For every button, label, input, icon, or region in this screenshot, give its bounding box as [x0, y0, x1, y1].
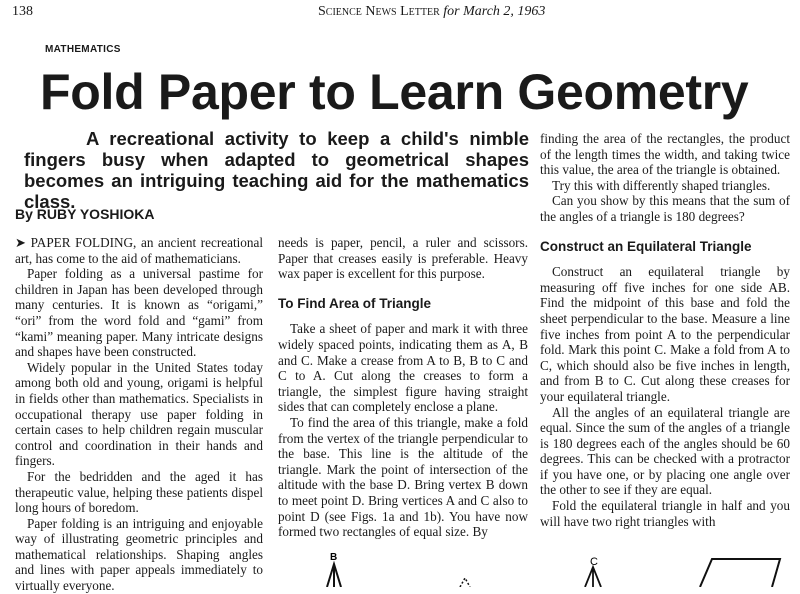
issue-date: March 2, 1963 — [463, 4, 546, 19]
figure-1a-triangle — [327, 564, 341, 587]
paragraph: For the bedridden and the aged it has therapeutic value, helping these patients dispel long hours of boredom. — [15, 468, 263, 516]
paragraph: Take a sheet of paper and mark it with three widely spaced points, indicating them as A, B and C. Make a crease from A to B, B to C and C to A. Cut along the creases to form a triangle, the simplest figure having straight sides that can completely enclose a plane. — [278, 321, 528, 415]
article-title: Fold Paper to Learn Geometry — [40, 64, 749, 120]
paragraph: All the angles of an equilateral triangle are equal. Since the sum of the angles of a triangle is 180 degrees each of the angles should be 60 degrees. This can be checked with a protractor if you have one, or by placing one angle over the other to see if they are equal. — [540, 404, 790, 498]
paragraph: finding the area of the rectangles, the product of the length times the width, and taking twice this value, the area of the triangle is obtained. — [540, 131, 790, 178]
paragraph: Construct an equilateral triangle by measuring off five inches for one side AB. Find the midpoint of this base and fold the sheet perpendicular to the base. Measure a line five inches from point A to the perpendicular fold. Mark this point C. Make a fold from A to C, which should also be five inches in length, and from B to C. Cut along these creases for your equilateral triangle. — [540, 264, 790, 404]
subheading: To Find Area of Triangle — [278, 295, 432, 311]
running-header — [318, 4, 545, 20]
figure-1b-triangle — [460, 578, 470, 587]
column-3 — [540, 131, 790, 529]
paragraph: Paper folding is an intriguing and enjoyable way of illustrating geometric principles and mathematical relationships. Shaping angles and lines with paper appeals immediately to virtually everyone. — [15, 515, 263, 594]
publication-name: Science News Letter — [318, 4, 440, 19]
section-label: MATHEMATICS — [45, 44, 121, 55]
figure-3-parallelogram — [700, 559, 780, 587]
paragraph: ➤ PAPER FOLDING, an ancient recreational art, has come to the aid of mathematicians. — [15, 235, 263, 266]
paragraph: Try this with differently shaped triangles. — [552, 177, 771, 193]
column-1 — [15, 235, 263, 594]
page-number: 138 — [12, 4, 33, 19]
paragraph: Fold the equilateral triangle in half and you will have two right triangles with — [540, 498, 790, 529]
column-2 — [278, 235, 528, 540]
subheading: Construct an Equilateral Triangle — [540, 238, 752, 254]
figure-label-b: B — [330, 552, 338, 563]
figure-2-triangle — [585, 567, 601, 587]
for-word: for — [443, 4, 460, 19]
paragraph: Widely popular in the United States today among both old and young, origami is helpful in fields other than mathematics. Specialists in occupational therapy use paper folding in certain cases to help children regain muscular control and coordination in their hands and fingers. — [15, 359, 263, 469]
paragraph: Paper folding as a universal pastime for children in Japan has been developed through many centuries. It is known as “origami,” “ori” from the word fold and “gami” from “kami” meaning paper. Many intricate designs and shapes have been constructed. — [15, 266, 263, 360]
paragraph: needs is paper, pencil, a ruler and scissors. Paper that creases easily is preferable. Heavy wax paper is excellent for this purpose. — [278, 235, 528, 282]
byline: By RUBY YOSHIOKA — [15, 206, 155, 222]
figure-label-c: C — [590, 556, 598, 568]
paragraph: To find the area of this triangle, make a fold from the vertex of the triangle perpendicular to the base. This line is the altitude of the triangle. Mark the point of intersection of the altitude with the base D. Bring vertex B down to meet point D. Bring vertices A and C also to point D (see Figs. 1a and 1b). You have now formed two rectangles of equal size. By — [278, 414, 528, 540]
paragraph: Can you show by this means that the sum of the angles of a triangle is 180 degrees? — [540, 193, 790, 224]
article-deck: A recreational activity to keep a child's nimble fingers busy when adapted to geometrical shapes becomes an intriguing teaching aid for the mathematics class. — [24, 128, 529, 212]
figures — [300, 550, 800, 587]
